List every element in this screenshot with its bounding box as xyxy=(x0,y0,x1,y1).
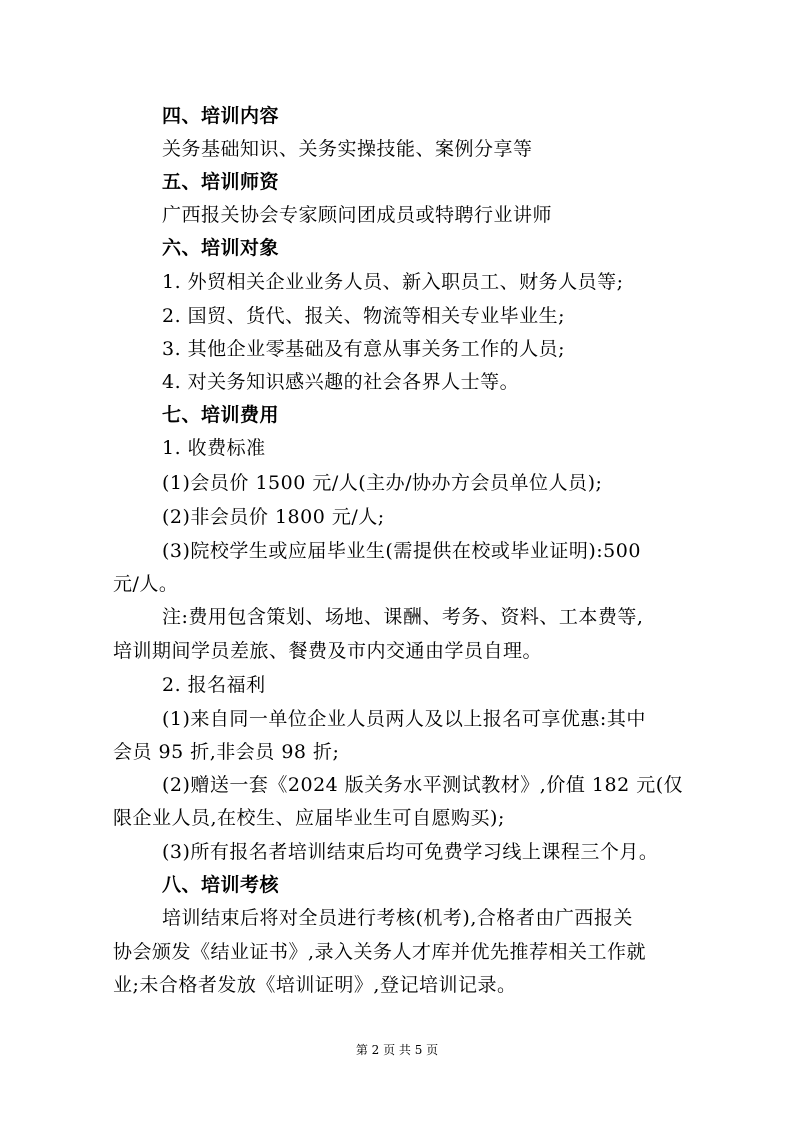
benefit-line: 会员 95 折,非会员 98 折; xyxy=(113,741,340,763)
section-heading-assessment: 八、培训考核 xyxy=(162,874,280,896)
section-heading-content: 四、培训内容 xyxy=(162,105,280,127)
audience-item: 3. 其他企业零基础及有意从事关务工作的人员; xyxy=(162,338,566,360)
fee-item: (3)院校学生或应届毕业生(需提供在校或毕业证明):500 xyxy=(162,540,641,562)
section-heading-instructors: 五、培训师资 xyxy=(162,171,280,193)
audience-item: 1. 外贸相关企业业务人员、新入职员工、财务人员等; xyxy=(162,271,624,293)
fee-note-continuation: 培训期间学员差旅、餐费及市内交通由学员自理。 xyxy=(113,640,543,662)
fee-item: (1)会员价 1500 元/人(主办/协办方会员单位人员); xyxy=(162,472,603,494)
assessment-line: 业;未合格者发放《培训证明》,登记培训记录。 xyxy=(113,974,517,996)
page-number-footer: 第 2 页 共 5 页 xyxy=(355,1043,439,1057)
section-body-content: 关务基础知识、关务实操技能、案例分享等 xyxy=(162,138,533,160)
assessment-line: 培训结束后将对全员进行考核(机考),合格者由广西报关 xyxy=(162,907,633,929)
benefit-title: 2. 报名福利 xyxy=(162,674,266,696)
benefit-line: 限企业人员,在校生、应届毕业生可自愿购买); xyxy=(113,807,505,829)
fee-standard-title: 1. 收费标准 xyxy=(162,437,266,459)
benefit-line: (2)赠送一套《2024 版关务水平测试教材》,价值 182 元(仅 xyxy=(162,774,684,796)
fee-note: 注:费用包含策划、场地、课酬、考务、资料、工本费等, xyxy=(162,606,644,628)
section-body-instructors: 广西报关协会专家顾问团成员或特聘行业讲师 xyxy=(162,204,553,226)
benefit-line: (3)所有报名者培训结束后均可免费学习线上课程三个月。 xyxy=(162,841,659,863)
audience-item: 4. 对关务知识感兴趣的社会各界人士等。 xyxy=(162,371,520,393)
assessment-line: 协会颁发《结业证书》,录入关务人才库并优先推荐相关工作就 xyxy=(113,941,647,963)
section-heading-fees: 七、培训费用 xyxy=(162,404,280,426)
fee-item: (2)非会员价 1800 元/人; xyxy=(162,506,385,528)
section-heading-audience: 六、培训对象 xyxy=(162,237,280,259)
audience-item: 2. 国贸、货代、报关、物流等相关专业毕业生; xyxy=(162,305,566,327)
fee-item-continuation: 元/人。 xyxy=(113,573,179,595)
benefit-line: (1)来自同一单位企业人员两人及以上报名可享优惠:其中 xyxy=(162,708,646,730)
